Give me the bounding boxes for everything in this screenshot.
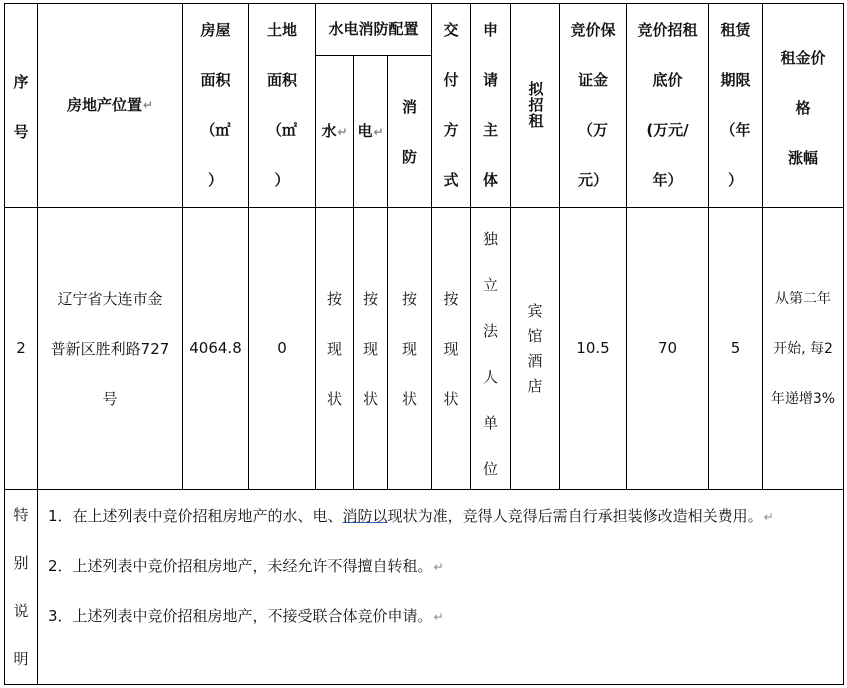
cell-electric <box>354 208 387 489</box>
header-text: 面积 <box>266 71 297 89</box>
header-text: 涨幅 <box>787 149 818 167</box>
header-text: （㎡ <box>200 121 231 139</box>
cell-increase <box>763 208 843 489</box>
cell-text: 酒 <box>527 351 543 370</box>
header-text: 水 <box>321 122 337 140</box>
header-text: 号 <box>13 123 29 141</box>
header-text: 拟招租 <box>526 81 545 129</box>
cell-house-area <box>183 208 248 489</box>
note-text: 2．上述列表中竞价招租房地产，未经允许不得擅自转租。 <box>48 557 433 575</box>
cell-text: 号 <box>102 389 118 408</box>
cell-text: 单 <box>482 414 498 432</box>
header-electric <box>354 56 387 207</box>
cell-text: 开始, 每2 <box>773 340 833 357</box>
cell-text: 5 <box>730 339 741 357</box>
note-text: 1．在上述列表中竞价招租房地产的水、电、 <box>48 507 343 525</box>
header-seq <box>5 55 37 159</box>
header-intended-use <box>511 3 559 207</box>
header-delivery <box>432 3 470 207</box>
cell-text: 状 <box>401 389 417 408</box>
cell-land-area <box>249 208 315 489</box>
cell-text: 独 <box>482 230 498 248</box>
header-water <box>316 56 353 207</box>
header-text: 方 <box>443 121 459 139</box>
cell-text: 辽宁省大连市金 <box>57 289 163 308</box>
header-text: 序 <box>13 73 29 91</box>
header-text: 期限 <box>720 71 751 89</box>
cell-text: 立 <box>482 276 498 294</box>
header-text: 水电消防配置 <box>328 19 419 38</box>
cell-text: 说 <box>13 602 29 620</box>
cell-text: 明 <box>13 650 29 668</box>
paragraph-mark: ↵ <box>373 124 384 139</box>
cell-intended-use <box>511 208 559 489</box>
header-fire <box>388 56 431 207</box>
rental-table <box>4 3 844 685</box>
rule <box>4 489 844 490</box>
header-text: (万元/ <box>646 121 689 139</box>
paragraph-mark: ↵ <box>337 124 348 139</box>
paragraph-mark: ↵ <box>763 510 774 524</box>
cell-delivery <box>432 208 470 489</box>
header-text: 主 <box>482 121 498 139</box>
rule <box>4 684 844 685</box>
header-text: 租金价 <box>780 49 826 67</box>
paragraph-mark: ↵ <box>142 98 154 112</box>
cell-text: 店 <box>527 376 543 395</box>
header-text: 土地 <box>266 21 297 39</box>
note-item <box>40 591 840 641</box>
header-text: 竞价保 <box>570 21 616 39</box>
cell-text: 现 <box>362 339 378 358</box>
cell-text: 人 <box>482 368 498 386</box>
notes-list <box>40 491 840 641</box>
note-item <box>40 491 840 541</box>
cell-text: 现 <box>401 339 417 358</box>
header-text: 竞价招租 <box>637 21 698 39</box>
cell-deposit <box>560 208 626 489</box>
cell-text: 按 <box>401 289 417 308</box>
cell-text: 2 <box>16 339 26 357</box>
cell-text: 状 <box>443 389 459 408</box>
header-house-area <box>183 3 248 207</box>
cell-text: 状 <box>326 389 342 408</box>
header-text: ） <box>727 171 743 189</box>
cell-base-price <box>627 208 708 489</box>
cell-seq <box>5 208 37 489</box>
header-text: 房地产位置 <box>66 95 142 114</box>
header-text: 申 <box>482 21 498 39</box>
note-text: 3．上述列表中竞价招租房地产，不接受联合体竞价申请。 <box>48 607 433 625</box>
header-base-price <box>627 3 708 207</box>
cell-text: 状 <box>362 389 378 408</box>
note-text: 消防以 <box>342 507 388 525</box>
cell-text: 馆 <box>527 326 543 345</box>
cell-text: 年递增3% <box>770 390 836 407</box>
header-text: 请 <box>482 71 498 89</box>
cell-text: 特 <box>13 506 29 524</box>
cell-text: 按 <box>326 289 342 308</box>
header-text: 体 <box>482 171 498 189</box>
cell-text: 宾 <box>527 301 543 320</box>
note-text: 现状为准，竞得人竞得后需自行承担装修改造相关费用。 <box>387 507 763 525</box>
cell-location <box>38 208 182 489</box>
header-increase <box>763 33 843 183</box>
header-text: 元） <box>577 171 608 189</box>
cell-text: 0 <box>277 339 287 357</box>
note-item <box>40 541 840 591</box>
header-term <box>709 3 762 207</box>
header-utilities <box>316 3 431 55</box>
header-text: 消 <box>401 97 417 116</box>
cell-text: 现 <box>326 339 342 358</box>
paragraph-mark: ↵ <box>433 610 444 624</box>
cell-text: 别 <box>13 554 29 572</box>
header-text: （年 <box>720 121 751 139</box>
header-text: ） <box>274 171 290 189</box>
header-text: 底价 <box>652 71 683 89</box>
header-text: 年） <box>652 171 683 189</box>
cell-fire <box>388 208 431 489</box>
header-text: 电 <box>357 122 373 140</box>
header-text: 防 <box>401 147 417 166</box>
header-text: 格 <box>795 99 811 117</box>
cell-text: 4064.8 <box>189 339 242 357</box>
header-text: 付 <box>443 71 459 89</box>
cell-text: 法 <box>482 322 498 340</box>
paragraph-mark: ↵ <box>433 560 444 574</box>
header-text: 租赁 <box>720 21 751 39</box>
header-text: （万 <box>577 121 608 139</box>
header-text: 证金 <box>577 71 608 89</box>
cell-text: 现 <box>443 339 459 358</box>
cell-text: 70 <box>657 339 678 357</box>
header-text: 面积 <box>200 71 231 89</box>
cell-text: 按 <box>362 289 378 308</box>
header-text: （㎡ <box>266 121 297 139</box>
header-text: 交 <box>443 21 459 39</box>
cell-water <box>316 208 353 489</box>
header-land-area <box>249 3 315 207</box>
cell-text: 10.5 <box>576 339 610 357</box>
header-text: ） <box>207 171 223 189</box>
header-text: 房屋 <box>200 21 231 39</box>
header-location <box>38 3 182 207</box>
header-applicant <box>471 3 510 207</box>
cell-text: 普新区胜利路727 <box>50 339 170 358</box>
cell-text: 位 <box>482 460 498 478</box>
header-deposit <box>560 3 626 207</box>
header-text: 式 <box>443 171 459 189</box>
cell-text: 按 <box>443 289 459 308</box>
cell-text: 从第二年 <box>775 290 831 307</box>
rule <box>843 3 844 685</box>
cell-applicant <box>471 208 510 489</box>
cell-term <box>709 208 762 489</box>
notes-label <box>5 490 37 684</box>
